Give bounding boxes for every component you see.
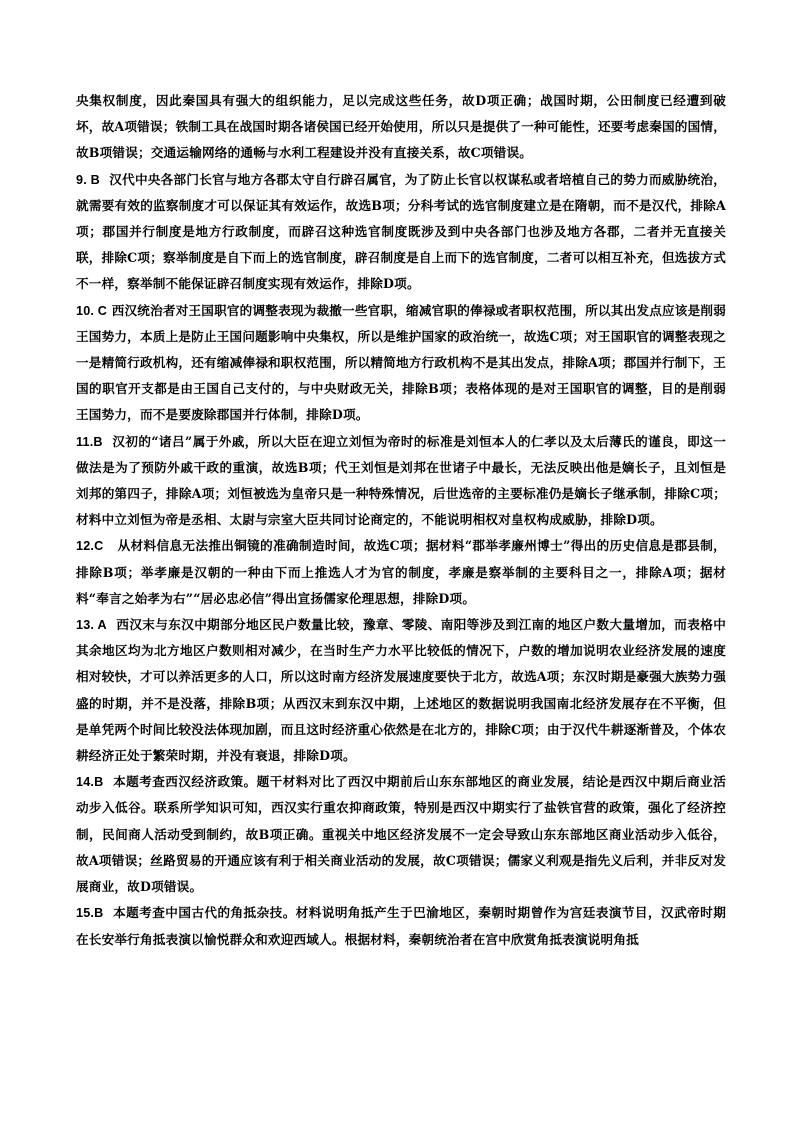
answer-text: 从材料信息无法推出铜镜的准确制造时间，故选C项；据材料“郡举孝廉州博士”得出的历史信息是郡县制，排除B项；举孝廉是汉朝的一种由下而上推选人才为官的制度，孝廉是察举制的主要科目之一，排除A项；据材料“奉言之始孝为右”“居必忠必信”得出宣扬儒家伦理思想，排除D项。 xyxy=(76,538,726,606)
answer-15 xyxy=(76,900,726,952)
answer-8-continued xyxy=(76,88,726,167)
answer-text: 汉代中央各部门长官与地方各郡太守自行辟召属官，为了防止长官以权谋私或者培植自己的势力而威胁统治，就需要有效的监察制度才可以保证其有效运作，故选B项；分科考试的选官制度建立是在隋朝，而不是汉代，排除A项；郡国并行制度是地方行政制度，而辟召这种选官制度既涉及到中央各部门也涉及地方各郡，二者并无直接关联，排除C项；察举制度是自下而上的选官制度，辟召制度是自上而下的选官制度，二者可以相互补充，但选拔方式不一样，察举制不能保证辟召制度实现有效运作，排除D项。 xyxy=(76,171,726,292)
answer-number: 13. A xyxy=(76,618,107,633)
answer-text: 央集权制度，因此秦国具有强大的组织能力，足以完成这些任务，故D项正确；战国时期，公田制度已经遭到破坏，故A项错误；铁制工具在战国时期各诸侯国已经开始使用，所以只是提供了一种可能性，还要考虑秦国的国情，故B项错误；交通运输网络的通畅与水利工程建设并没有直接关系，故C项错误。 xyxy=(76,93,726,161)
answer-11 xyxy=(76,429,726,534)
answer-number: 11.B xyxy=(76,434,103,449)
answer-number: 10. C xyxy=(76,303,108,318)
answer-text: 本题考查西汉经济政策。题干材料对比了西汉中期前后山东东部地区的商业发展，结论是西汉中期后商业活动步入低谷。联系所学知识可知，西汉实行重农抑商政策，特别是西汉中期实行了盐铁官营的政策，强化了经济控制，民间商人活动受到制约，故B项正确。重视关中地区经济发展不一定会导致山东东部地区商业活动步入低谷，故A项错误；丝路贸易的开通应该有利于相关商业活动的发展，故C项错误；儒家义利观是指先义后利，并非反对发展商业，故D项错误。 xyxy=(76,774,727,895)
answer-number: 12.C xyxy=(76,539,104,554)
answer-number: 14.B xyxy=(76,775,104,790)
answer-text: 西汉统治者对王国职官的调整表现为裁撤一些官职，缩减官职的俸禄或者职权范围，所以其出发点应该是削弱王国势力，本质上是防止王国问题影响中央集权，所以是维护国家的政治统一，故选C项；对王国职官的调整表现之一是精简行政机构，还有缩减俸禄和职权范围，所以精简地方行政机构不是其出发点，排除A项；郡国并行制下，王国的职官开支都是由王国自己支付的，与中央财政无关，排除B项；表格体现的是对王国职官的调整，目的是削弱王国势力，而不是要废除郡国并行体制，排除D项。 xyxy=(76,302,726,423)
answer-text: 汉初的“诸吕”属于外戚，所以大臣在迎立刘恒为帝时的标准是刘恒本人的仁孝以及太后薄氏的谨良，即这一做法是为了预防外戚干政的重演，故选B项；代王刘恒是刘邦在世诸子中最长，无法反映出他是嫡长子，且刘恒是刘邦的第四子，排除A项；刘恒被选为皇帝只是一种特殊情况，后世选帝的主要标准仍是嫡长子继承制，排除C项；材料中立刘恒为帝是丞相、太尉与宗室大臣共同讨论商定的，不能说明相权对皇权构成威胁，排除D项。 xyxy=(76,433,726,528)
answer-10 xyxy=(76,298,726,429)
answer-text: 本题考查中国古代的角抵杂技。材料说明角抵产生于巴渝地区，秦朝时期曾作为宫廷表演节目，汉武帝时期在长安举行角抵表演以愉悦群众和欢迎西域人。根据材料，秦朝统治者在宫中欣赏角抵表演说明角抵 xyxy=(76,905,727,947)
answer-text: 西汉末与东汉中期部分地区民户数量比较，豫章、零陵、南阳等涉及到江南的地区户数大量增加，而表格中其余地区均为北方地区户数则相对减少，在当时生产力水平比较低的情况下，户数的增加说明农业经济发展的速度相对较快，才可以养活更多的人口，所以这时南方经济发展速度要快于北方，故选A项；东汉时期是豪强大族势力强盛的时期，并不是没落，排除B项；从西汉末到东汉中期，上述地区的数据说明我国南北经济发展存在不平衡，但是单凭两个时间比较没法体现加剧，而且这时经济重心依然是在北方的，排除C项；由于汉代牛耕逐渐普及，个体农耕经济正处于繁荣时期，并没有衰退，排除D项。 xyxy=(76,617,726,764)
answer-14 xyxy=(76,769,726,900)
answer-9 xyxy=(76,167,726,298)
answer-number: 15.B xyxy=(76,906,104,921)
answer-13 xyxy=(76,612,726,769)
answer-number: 9. B xyxy=(76,172,100,187)
answer-page xyxy=(76,88,726,953)
answer-12 xyxy=(76,533,726,612)
